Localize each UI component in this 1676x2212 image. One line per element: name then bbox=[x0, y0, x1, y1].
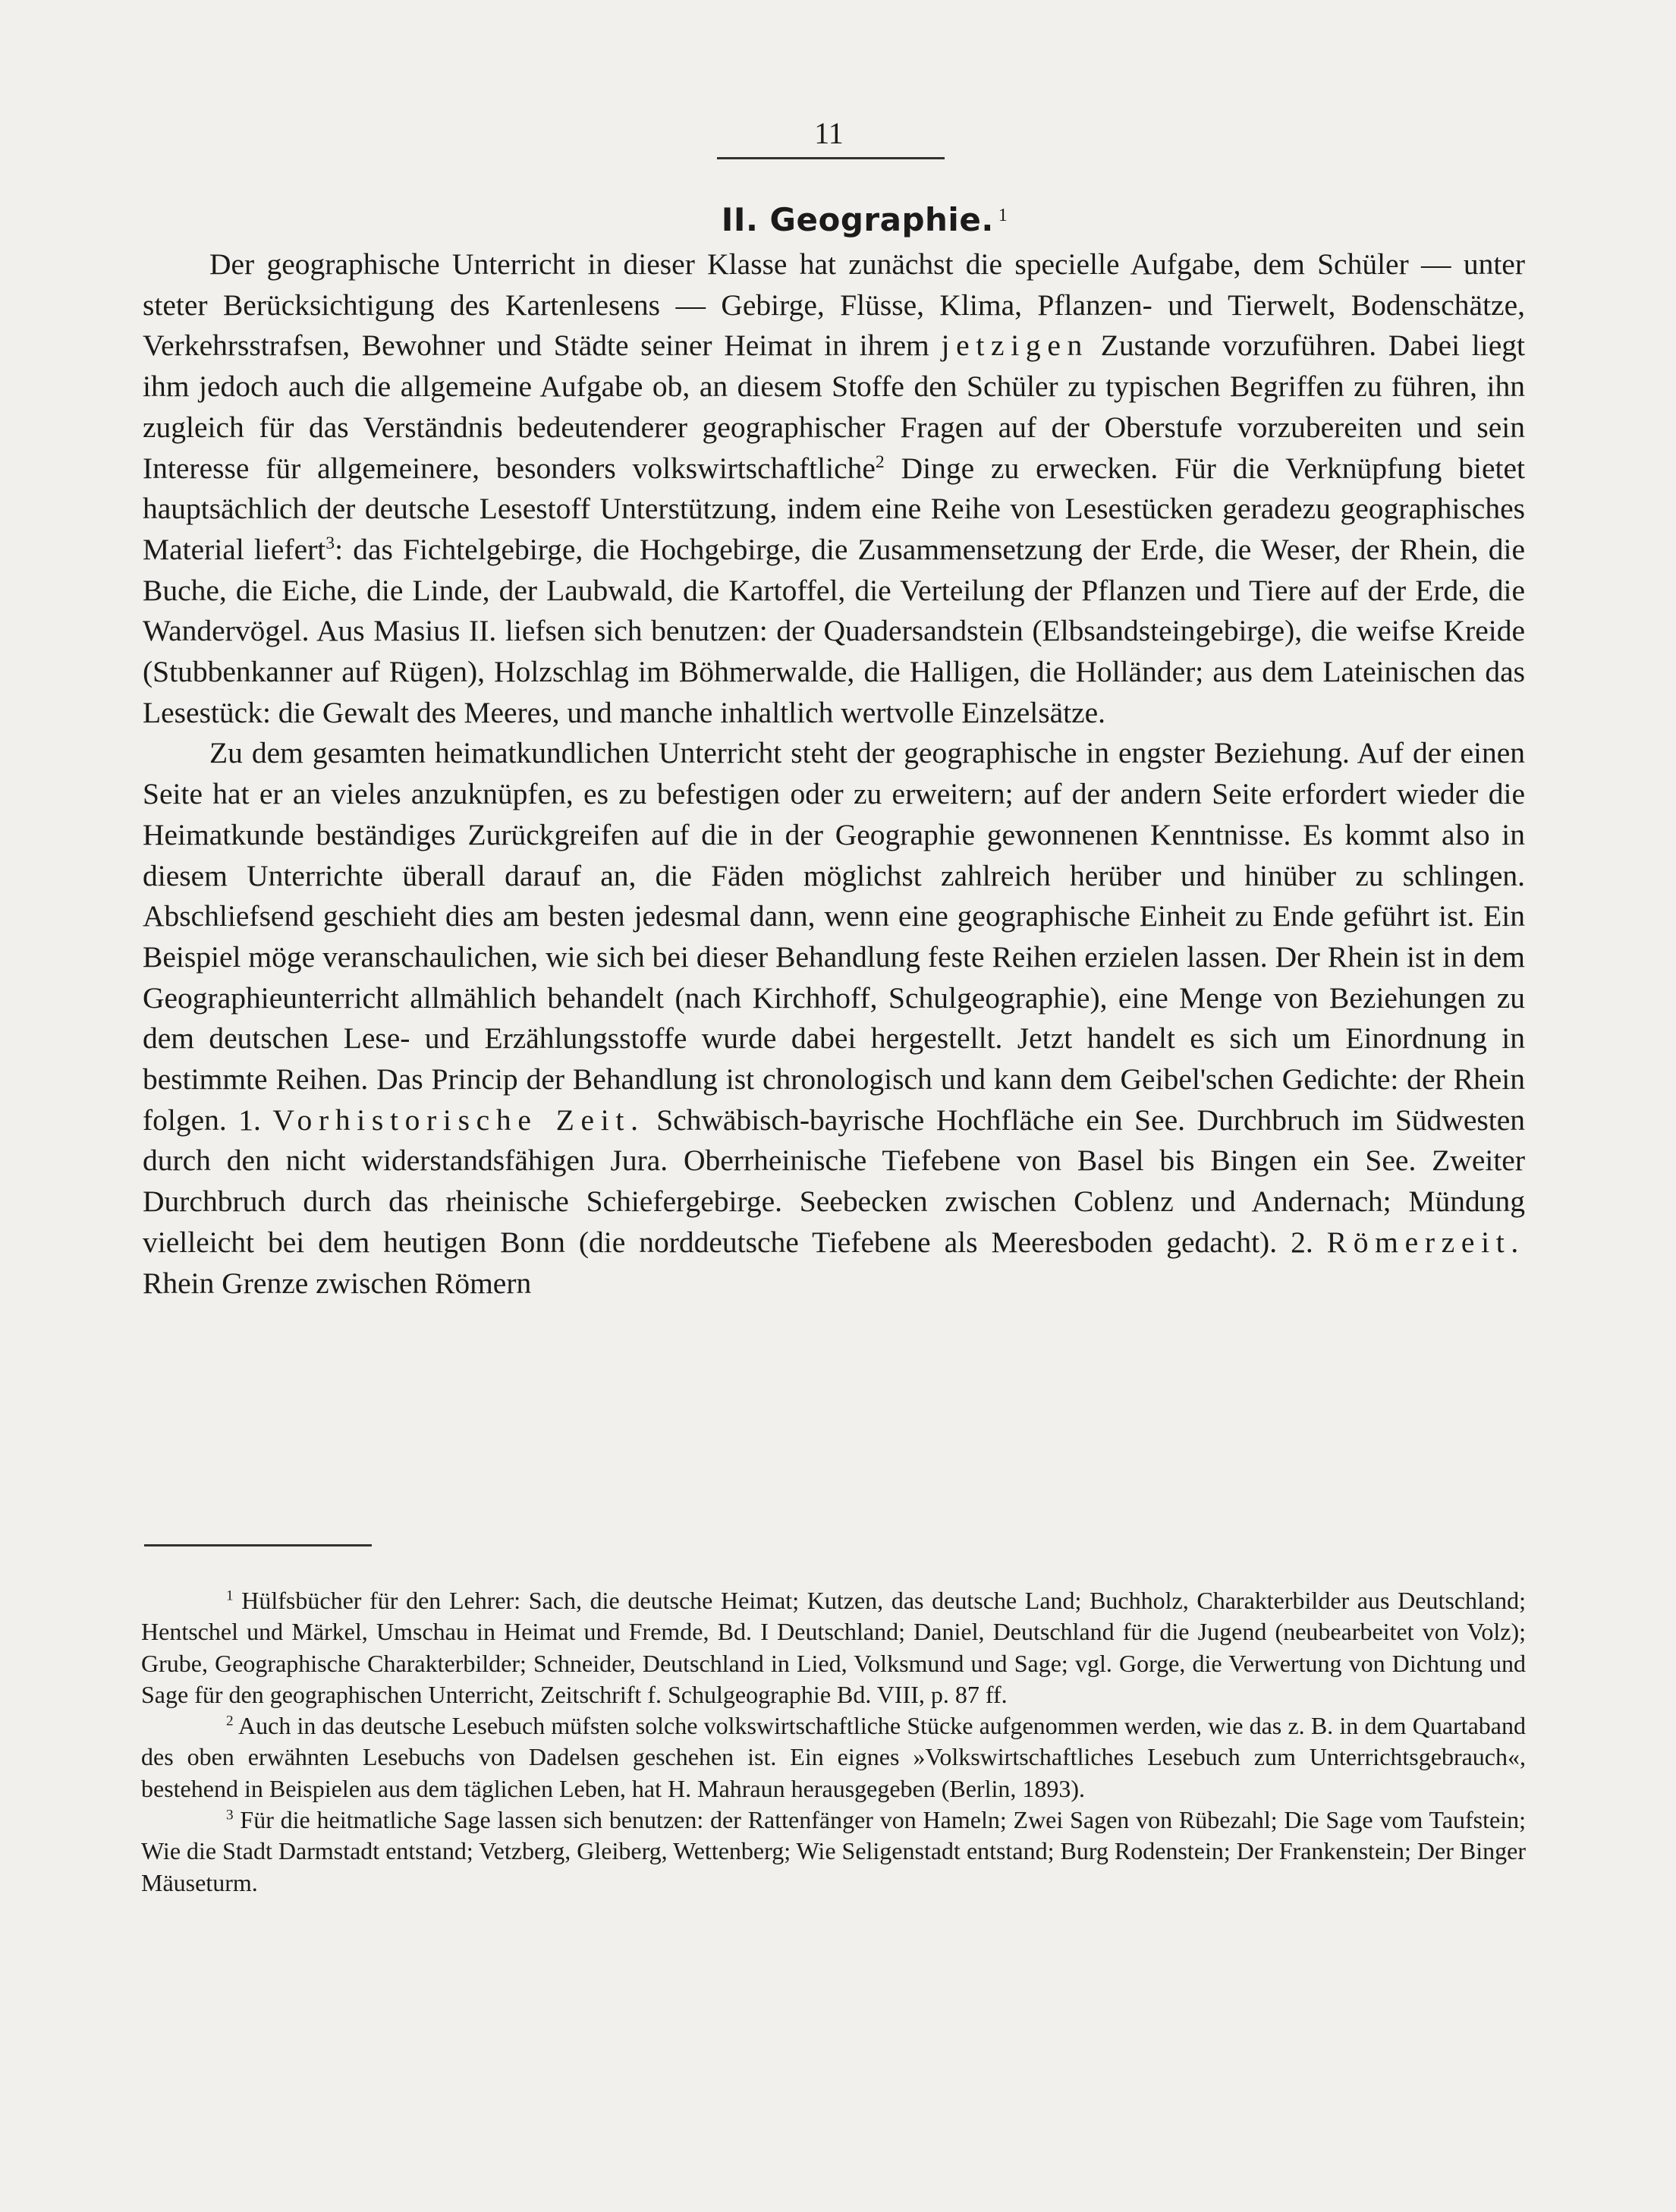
footnote-ref: 1 bbox=[998, 206, 1008, 225]
footnote bbox=[141, 1805, 1526, 1899]
footnote-text: Für die heitmatliche Sage lassen sich benutzen: der Rattenfänger von Hameln; Zwei Sagen von Rübezahl; Die Sage vom Taufstein; Wie die Stadt Darmstadt entstand; Vetzberg, Gleiberg, Wettenberg; Wie Seligenstadt entstand; Burg Rodenstein; Der Frankenstein; Der Binger Mäuseturm. bbox=[141, 1806, 1527, 1896]
footnote-number: 2 bbox=[226, 1713, 234, 1729]
paragraph-text: Der geographische Unterricht in dieser Klasse hat zunächst die specielle Aufgabe, dem Schüler — unter steter Berücksichtigung des Kartenlesens — Gebirge, Flüsse, Klima, Pflanzen- und Tierwelt, Bodenschätze, Verkehrsstrafsen, Bewohner und Städte seiner Heimat in ihrem bbox=[143, 247, 1525, 363]
spaced-emphasis: Vorhistorische Zeit. bbox=[272, 1103, 645, 1137]
header-rule bbox=[717, 157, 945, 159]
paragraph-text: Rhein Grenze zwischen Römern bbox=[143, 1266, 532, 1300]
paragraph-text: Schwäbisch-bayrische Hochfläche ein See. Durchbruch im Südwesten durch den nicht widerstandsfähigen Jura. Oberrheinische Tiefebene von Basel bis Bingen ein See. Zweiter Durchbruch durch das rheinische Schiefergebirge. Seebecken zwischen Coblenz und Andernach; Mündung vielleicht bei dem heutigen Bonn (die norddeutsche Tiefebene als Meeresboden gedacht). 2. bbox=[143, 1103, 1525, 1259]
footnote-number: 1 bbox=[226, 1587, 234, 1604]
footnote bbox=[141, 1585, 1526, 1710]
footnotes bbox=[141, 1585, 1526, 1899]
footnote-text: Hülfsbücher für den Lehrer: Sach, die deutsche Heimat; Kutzen, das deutsche Land; Buchholz, Charakterbilder aus Deutschland; Hentschel und Märkel, Umschau in Heimat und Fremde, Bd. I Deutschland; Daniel, Deutschland für die Jugend (neubearbeitet von Volz); Grube, Geographische Charakterbilder; Schneider, Deutschland in Lied, Volksmund und Sage; vgl. Gorge, die Verwertung von Dichtung und Sage für den geographischen Unterricht, Zeitschrift f. Schulgeographie Bd. VIII, p. 87 ff. bbox=[141, 1587, 1527, 1708]
paragraph bbox=[143, 244, 1525, 733]
footnote-rule bbox=[144, 1544, 372, 1547]
paragraph-text: Zu dem gesamten heimatkundlichen Unterricht steht der geographische in engster Beziehung. Auf der einen Seite hat er an vieles anzuknüpfen, es zu befestigen oder zu erweitern; auf der andern Seite erfordert wieder die Heimatkunde beständiges Zurückgreifen auf die in der Geographie gewonnenen Kenntnisse. Es kommt also in diesem Unterrichte überall darauf an, die Fäden möglichst zahlreich herüber und hinüber zu schlingen. Abschliefsend geschieht dies am besten jedesmal dann, wenn eine geographische Einheit zu Ende geführt ist. Ein Beispiel möge veranschaulichen, wie sich bei dieser Behandlung feste Reihen erzielen lassen. Der Rhein ist in dem Geographieunterricht allmählich behandelt (nach Kirchhoff, Schulgeographie), eine Menge von Beziehungen zu dem deutschen Lese- und Erzählungsstoffe wurde dabei hergestellt. Jetzt handelt es sich um Einordnung in bestimmte Reihen. Das Princip der Behandlung ist chronologisch und kann dem Geibel'schen Gedichte: der Rhein folgen. 1. bbox=[143, 736, 1525, 1137]
section-title bbox=[27, 199, 1676, 241]
paragraph-text: Dinge zu erwecken. Für die Verknüpfung bietet hauptsächlich der deutsche Lesestoff Unterstützung, indem eine Reihe von Lesestücken geradezu geographisches Material liefert bbox=[143, 451, 1526, 566]
spaced-emphasis: Römerzeit. bbox=[1326, 1225, 1525, 1259]
page-number: 11 bbox=[814, 116, 844, 150]
footnote-ref: 3 bbox=[325, 533, 335, 553]
footnote bbox=[141, 1710, 1526, 1805]
paragraph-text: : das Fichtelgebirge, die Hochgebirge, die Zusammensetzung der Erde, die Weser, der Rhein, die Buche, die Eiche, die Linde, der Laubwald, die Kartoffel, die Verteilung der Pflanzen und Tiere auf der Erde, die Wandervögel. Aus Masius II. liefsen sich benutzen: der Quadersandstein (Elbsandsteingebirge), die weifse Kreide (Stubbenkanner auf Rügen), Holzschlag im Böhmerwalde, die Halligen, die Holländer; aus dem Lateinischen das Lesestück: die Gewalt des Meeres, und manche inhaltlich wertvolle Einzelsätze. bbox=[143, 532, 1525, 729]
paragraph bbox=[143, 733, 1525, 1304]
footnote-text: Auch in das deutsche Lesebuch müfsten solche volkswirtschaftliche Stücke aufgenommen werden, wie das z. B. in dem Quartaband des oben erwähnten Lesebuchs von Dadelsen geschehen ist. Ein eignes »Volkswirtschaftliches Lesebuch zum Unterrichtsgebrauch«, bestehend in Beispielen aus dem täglichen Leben, hat H. Mahraun herausgegeben (Berlin, 1893). bbox=[141, 1712, 1527, 1802]
body-text bbox=[143, 244, 1525, 1304]
section-title-text: II. Geographie. bbox=[721, 201, 994, 238]
spaced-emphasis: jetzigen bbox=[941, 329, 1089, 363]
paragraph-text: Zustande vorzuführen. Dabei liegt ihm jedoch auch die allgemeine Aufgabe ob, an diesem Stoffe den Schüler zu typischen Begriffen zu führen, ihn zugleich für das Verständnis bedeutenderer geographischer Fragen auf der Oberstufe vorzubereiten und sein Interesse für allgemeinere, besonders volkswirtschaftliche bbox=[143, 329, 1526, 485]
footnote-ref: 2 bbox=[875, 452, 885, 472]
footnote-number: 3 bbox=[226, 1807, 234, 1823]
